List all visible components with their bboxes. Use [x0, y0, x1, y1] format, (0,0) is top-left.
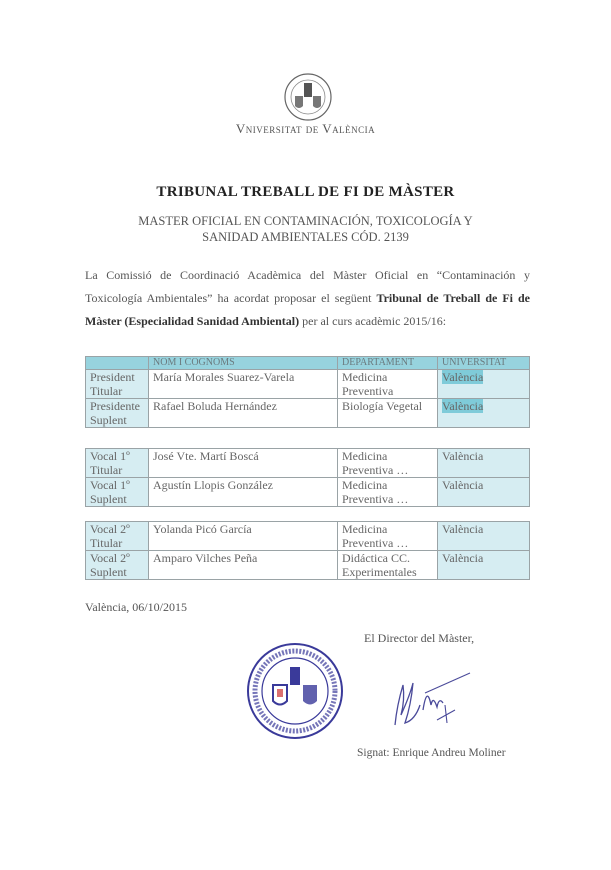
university-cell: València [438, 522, 530, 551]
name-cell: María Morales Suarez-Varela [149, 370, 338, 399]
university-name: Vniversitat de València [235, 121, 376, 136]
signed-by-line: Signat: Enrique Andreu Moliner [357, 747, 506, 759]
department-cell: Biología Vegetal [338, 399, 438, 428]
header-cell-university: UNIVERSITAT [438, 357, 530, 370]
department-cell: Medicina Preventiva … [338, 478, 438, 507]
table-row [86, 399, 530, 428]
table-row [86, 478, 530, 507]
university-cell: València [438, 551, 530, 580]
header-cell-name: NOM I COGNOMS [149, 357, 338, 370]
table-row [86, 551, 530, 580]
intro-text-1: La Comissió de Coordinació Acadèmica del Màster Oficial en “Contaminación y Toxicología Ambientales” ha acordat proposar el següent [85, 268, 530, 305]
document-title: TRIBUNAL TREBALL DE FI DE MÀSTER [156, 184, 455, 200]
university-logo-icon [283, 72, 333, 122]
role-cell: Vocal 1º Titular [86, 449, 149, 478]
tribunal-table-vocal-1 [85, 448, 530, 507]
role-cell: Vocal 2º Titular [86, 522, 149, 551]
name-cell: Yolanda Picó García [149, 522, 338, 551]
role-cell: President Titular [86, 370, 149, 399]
university-value: València [442, 370, 484, 384]
department-cell: Medicina Preventiva [338, 370, 438, 399]
university-cell: València [438, 449, 530, 478]
university-cell [438, 399, 530, 428]
intro-text-2: per al curs acadèmic 2015/16: [299, 314, 447, 328]
table-header-row [86, 357, 530, 370]
tribunal-table-presidents [85, 356, 530, 428]
tribunal-table-vocal-2 [85, 521, 530, 580]
name-cell: Agustín Llopis González [149, 478, 338, 507]
university-value: València [442, 399, 484, 413]
department-cell: Medicina Preventiva … [338, 449, 438, 478]
department-cell: Medicina Preventiva … [338, 522, 438, 551]
name-cell: Amparo Vilches Peña [149, 551, 338, 580]
role-cell: Presidente Suplent [86, 399, 149, 428]
role-cell: Vocal 1º Suplent [86, 478, 149, 507]
intro-paragraph [85, 264, 530, 333]
header-cell-role [86, 357, 149, 370]
director-line: El Director del Màster, [364, 631, 475, 645]
university-cell [438, 370, 530, 399]
table-row [86, 522, 530, 551]
header-cell-department: DEPARTAMENT [338, 357, 438, 370]
document-subtitle: MASTER OFICIAL EN CONTAMINACIÓN, TOXICOLOGÍA Y SANIDAD AMBIENTALES CÓD. 2139 [138, 214, 473, 244]
table-row [86, 370, 530, 399]
date-line: València, 06/10/2015 [85, 600, 187, 614]
intro-bold-text: Tribunal de Treball de Fi de Màster (Especialidad Sanidad Ambiental) [85, 291, 531, 328]
table-row [86, 449, 530, 478]
master-seal-stamp-icon [245, 641, 345, 741]
name-cell: Rafael Boluda Hernández [149, 399, 338, 428]
name-cell: José Vte. Martí Boscá [149, 449, 338, 478]
role-cell: Vocal 2º Suplent [86, 551, 149, 580]
department-cell: Didáctica CC. Experimentales [338, 551, 438, 580]
director-signature-icon [375, 665, 475, 735]
university-cell: València [438, 478, 530, 507]
